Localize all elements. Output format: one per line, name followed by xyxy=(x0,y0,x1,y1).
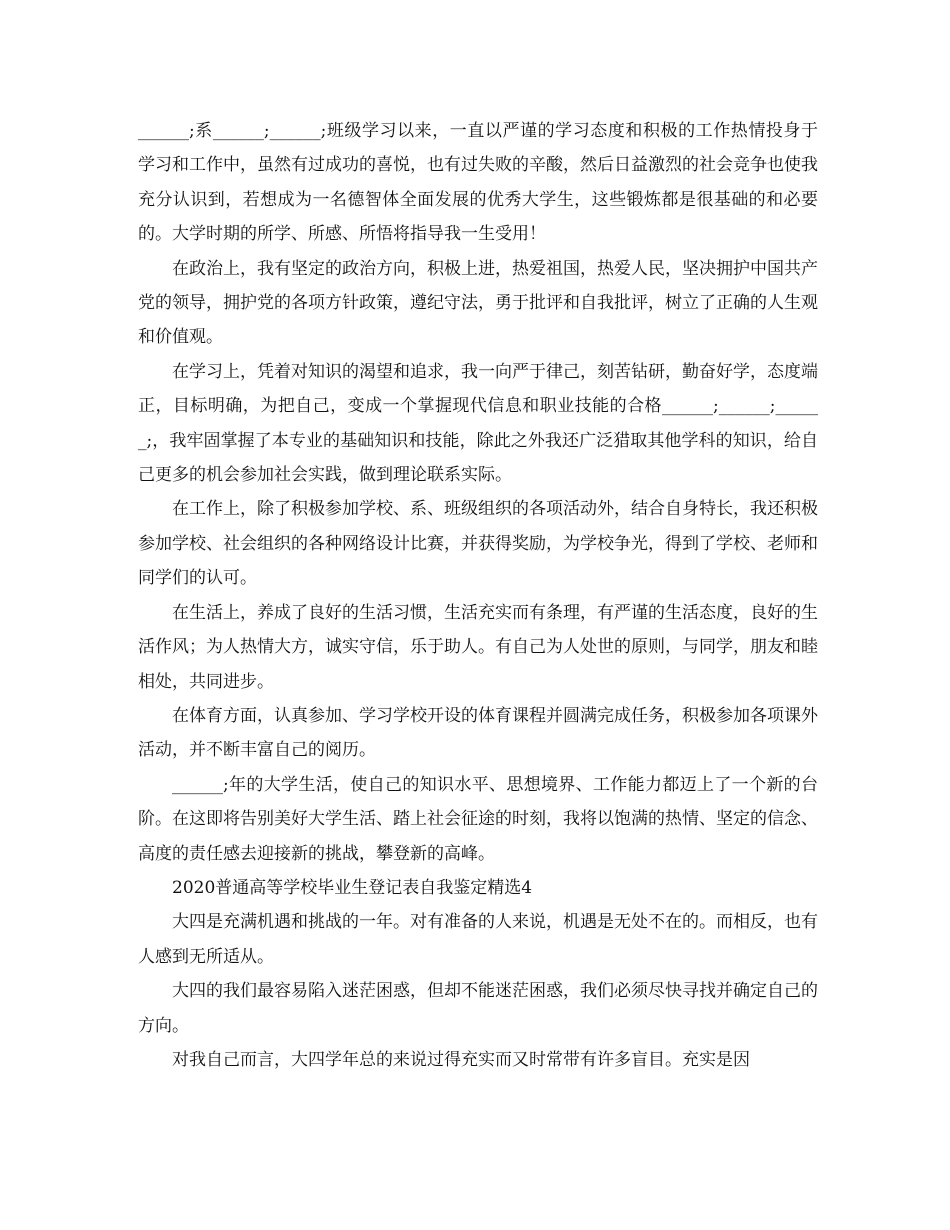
document-page xyxy=(138,114,818,1077)
paragraph-senior-year-opportunity: 大四是充满机遇和挑战的一年。对有准备的人来说，机遇是无处不在的。而相反，也有人感到无所适从。 xyxy=(138,912,818,967)
paragraph-work: 在工作上，除了积极参加学校、系、班级组织的各项活动外，结合自身特长，我还积极参加学校、社会组织的各种网络设计比赛，并获得奖励，为学校争光，得到了学校、老师和同学们的认可。 xyxy=(138,499,818,589)
paragraph-intro: ______;系______;______;班级学习以来，一直以严谨的学习态度和积极的工作热情投身于学习和工作中，虽然有过成功的喜悦，也有过失败的辛酸，然后日益激烈的社会竞争也使我充分认识到，若想成为一名德智体全面发展的优秀大学生，这些锻炼都是很基础的和必要的。大学时期的所学、所感、所悟将指导我一生受用！ xyxy=(138,121,818,245)
paragraph-summary: ______;年的大学生活，使自己的知识水平、思想境界、工作能力都迈上了一个新的台阶。在这即将告别美好大学生活、踏上社会征途的时刻，我将以饱满的热情、坚定的信念、高度的责任感去迎接新的挑战，攀登新的高峰。 xyxy=(138,774,818,864)
paragraph-senior-year-reflection: 对我自己而言，大四学年总的来说过得充实而又时常带有许多盲目。充实是因 xyxy=(172,1049,750,1070)
paragraph-senior-year-direction: 大四的我们最容易陷入迷茫困惑，但却不能迷茫困惑，我们必须尽快寻找并确定自己的方向。 xyxy=(138,981,818,1036)
paragraph-politics: 在政治上，我有坚定的政治方向，积极上进，热爱祖国，热爱人民，坚决拥护中国共产党的领导，拥护党的各项方针政策，遵纪守法，勇于批评和自我批评，树立了正确的人生观和价值观。 xyxy=(138,258,818,348)
section-heading: 2020普通高等学校毕业生登记表自我鉴定精选4 xyxy=(172,877,533,898)
paragraph-sports: 在体育方面，认真参加、学习学校开设的体育课程并圆满完成任务，积极参加各项课外活动，并不断丰富自己的阅历。 xyxy=(138,705,818,761)
paragraph-study: 在学习上，凭着对知识的渴望和追求，我一向严于律己，刻苦钻研，勤奋好学，态度端正，目标明确，为把自己，变成一个掌握现代信息和职业技能的合格______;______;______;，我牢固掌握了本专业的基础知识和技能，除此之外我还广泛猎取其他学科的知识，给自己更多的机会参加社会实践，做到理论联系实际。 xyxy=(138,361,818,486)
paragraph-life: 在生活上，养成了良好的生活习惯，生活充实而有条理，有严谨的生活态度，良好的生活作风；为人热情大方，诚实守信，乐于助人。有自己为人处世的原则，与同学，朋友和睦相处，共同进步。 xyxy=(138,602,818,692)
